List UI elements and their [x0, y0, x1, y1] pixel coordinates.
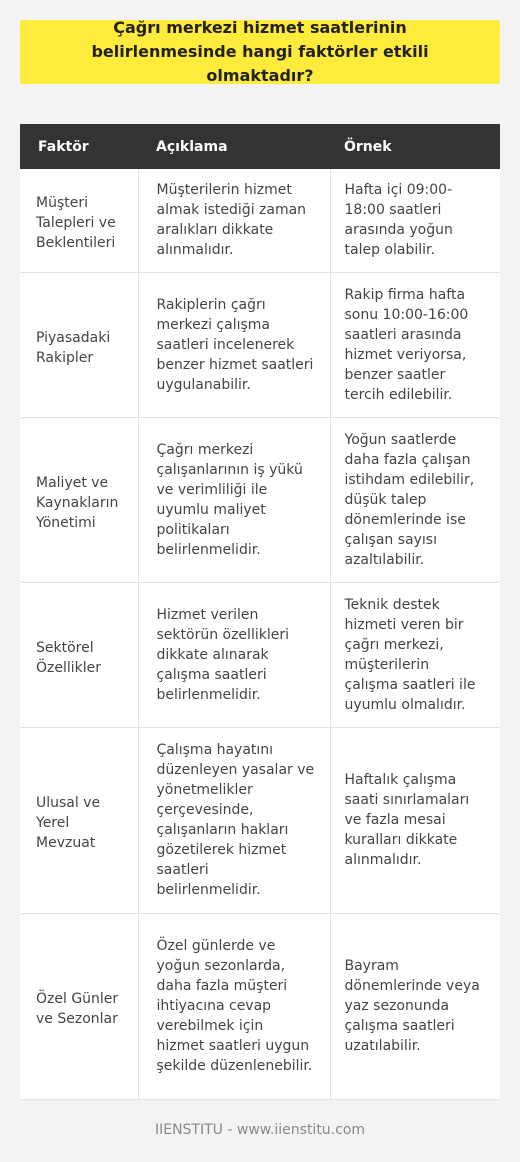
example-cell: Hafta içi 09:00-18:00 saatleri arasında yoğun talep olabilir.: [330, 169, 500, 272]
table-row: [20, 727, 500, 913]
column-header-description: Açıklama: [138, 124, 330, 169]
table-row: [20, 272, 500, 417]
column-header-example: Örnek: [330, 124, 500, 169]
table-row: [20, 913, 500, 1099]
page-title: Çağrı merkezi hizmet saatlerinin belirlenmesinde hangi faktörler etkili olmaktadır?: [91, 18, 429, 85]
example-cell: Rakip firma hafta sonu 10:00-16:00 saatleri arasında hizmet veriyorsa, benzer saatler tercih edilebilir.: [330, 272, 500, 417]
factor-cell: Sektörel Özellikler: [20, 582, 138, 727]
description-cell: Hizmet verilen sektörün özellikleri dikkate alınarak çalışma saatleri belirlenmelidir.: [138, 582, 330, 727]
description-cell: Özel günlerde ve yoğun sezonlarda, daha fazla müşteri ihtiyacına cevap verebilmek için hizmet saatleri uygun şekilde düzenlenebilir.: [138, 913, 330, 1099]
factor-cell: Piyasadaki Rakipler: [20, 272, 138, 417]
example-cell: Haftalık çalışma saati sınırlamaları ve fazla mesai kuralları dikkate alınmalıdır.: [330, 727, 500, 913]
factor-cell: Ulusal ve Yerel Mevzuat: [20, 727, 138, 913]
description-cell: Rakiplerin çağrı merkezi çalışma saatleri incelenerek benzer hizmet saatleri uygulanabilir.: [138, 272, 330, 417]
example-cell: Bayram dönemlerinde veya yaz sezonunda çalışma saatleri uzatılabilir.: [330, 913, 500, 1099]
table-body: [20, 169, 500, 1099]
table-header: [20, 124, 500, 169]
factor-cell: Müşteri Talepleri ve Beklentileri: [20, 169, 138, 272]
description-cell: Çalışma hayatını düzenleyen yasalar ve yönetmelikler çerçevesinde, çalışanların hakları gözetilerek hizmet saatleri belirlenmelidir.: [138, 727, 330, 913]
factors-table: [20, 124, 500, 1100]
header-row: [20, 124, 500, 169]
table-row: [20, 582, 500, 727]
example-cell: Teknik destek hizmeti veren bir çağrı merkezi, müşterilerin çalışma saatleri ile uyumlu olmalıdır.: [330, 582, 500, 727]
table-row: [20, 169, 500, 272]
example-cell: Yoğun saatlerde daha fazla çalışan istihdam edilebilir, düşük talep dönemlerinde ise çalışan sayısı azaltılabilir.: [330, 417, 500, 582]
description-cell: Müşterilerin hizmet almak istediği zaman aralıkları dikkate alınmalıdır.: [138, 169, 330, 272]
factor-cell: Özel Günler ve Sezonlar: [20, 913, 138, 1099]
title-banner: [20, 20, 500, 84]
footer-credit: IIENSTITU - www.iienstitu.com: [154, 1122, 366, 1138]
table-row: [20, 417, 500, 582]
column-header-factor: Faktör: [20, 124, 138, 169]
factor-cell: Maliyet ve Kaynakların Yönetimi: [20, 417, 138, 582]
description-cell: Çağrı merkezi çalışanlarının iş yükü ve verimliliği ile uyumlu maliyet politikaları belirlenmelidir.: [138, 417, 330, 582]
